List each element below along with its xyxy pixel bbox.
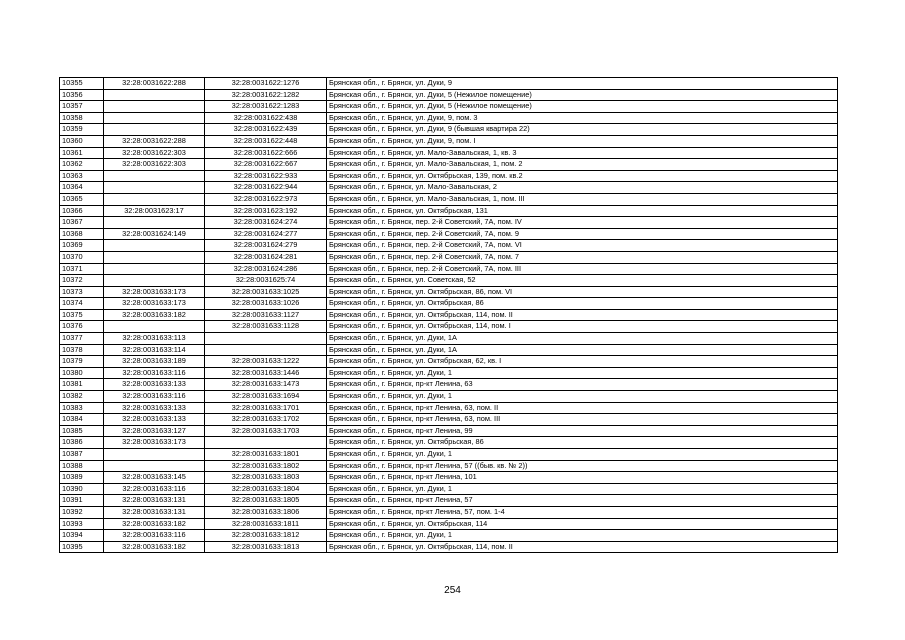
address-cell: Брянская обл., г. Брянск, ул. Дуки, 1	[327, 449, 838, 461]
table-row	[60, 518, 838, 530]
row-number-cell: 10375	[60, 309, 104, 321]
cadastral-number-cell: 32:28:0031633:1801	[205, 449, 327, 461]
row-number-cell: 10389	[60, 472, 104, 484]
table-row	[60, 124, 838, 136]
parent-cadastral-number-cell	[104, 240, 205, 252]
parent-cadastral-number-cell: 32:28:0031622:303	[104, 147, 205, 159]
row-number-cell: 10373	[60, 286, 104, 298]
address-cell: Брянская обл., г. Брянск, ул. Дуки, 1	[327, 367, 838, 379]
cadastral-number-cell: 32:28:0031633:1473	[205, 379, 327, 391]
cadastral-number-cell: 32:28:0031633:1222	[205, 356, 327, 368]
address-cell: Брянская обл., г. Брянск, пр-кт Ленина, 57 ((быв. кв. № 2))	[327, 460, 838, 472]
address-cell: Брянская обл., г. Брянск, пер. 2-й Советский, 7А, пом. 9	[327, 228, 838, 240]
parent-cadastral-number-cell	[104, 449, 205, 461]
table-row	[60, 240, 838, 252]
address-cell: Брянская обл., г. Брянск, ул. Октябрьская, 139, пом. кв.2	[327, 170, 838, 182]
table-row	[60, 286, 838, 298]
cadastral-number-cell: 32:28:0031622:973	[205, 193, 327, 205]
cadastral-number-cell: 32:28:0031633:1694	[205, 391, 327, 403]
row-number-cell: 10384	[60, 414, 104, 426]
row-number-cell: 10366	[60, 205, 104, 217]
table-row	[60, 217, 838, 229]
row-number-cell: 10357	[60, 101, 104, 113]
parent-cadastral-number-cell: 32:28:0031633:182	[104, 518, 205, 530]
cadastral-number-cell: 32:28:0031633:1127	[205, 309, 327, 321]
row-number-cell: 10379	[60, 356, 104, 368]
table-row	[60, 414, 838, 426]
cadastral-number-cell: 32:28:0031624:281	[205, 251, 327, 263]
table-row	[60, 391, 838, 403]
table-row	[60, 112, 838, 124]
parent-cadastral-number-cell	[104, 263, 205, 275]
address-cell: Брянская обл., г. Брянск, пр-кт Ленина, 99	[327, 425, 838, 437]
parent-cadastral-number-cell: 32:28:0031633:131	[104, 506, 205, 518]
register-table-body	[60, 78, 838, 553]
cadastral-number-cell: 32:28:0031622:438	[205, 112, 327, 124]
cadastral-number-cell: 32:28:0031633:1804	[205, 483, 327, 495]
cadastral-number-cell: 32:28:0031622:944	[205, 182, 327, 194]
address-cell: Брянская обл., г. Брянск, ул. Октябрьская, 86, пом. VI	[327, 286, 838, 298]
parent-cadastral-number-cell: 32:28:0031624:149	[104, 228, 205, 240]
cadastral-number-cell: 32:28:0031633:1446	[205, 367, 327, 379]
row-number-cell: 10360	[60, 135, 104, 147]
row-number-cell: 10388	[60, 460, 104, 472]
cadastral-number-cell: 32:28:0031622:1283	[205, 101, 327, 113]
parent-cadastral-number-cell: 32:28:0031633:133	[104, 402, 205, 414]
address-cell: Брянская обл., г. Брянск, ул. Октябрьская, 114, пом. II	[327, 541, 838, 553]
table-row	[60, 530, 838, 542]
table-row	[60, 333, 838, 345]
row-number-cell: 10367	[60, 217, 104, 229]
address-cell: Брянская обл., г. Брянск, ул. Дуки, 1А	[327, 333, 838, 345]
cadastral-number-cell	[205, 437, 327, 449]
table-row	[60, 321, 838, 333]
parent-cadastral-number-cell: 32:28:0031633:127	[104, 425, 205, 437]
row-number-cell: 10368	[60, 228, 104, 240]
address-cell: Брянская обл., г. Брянск, пер. 2-й Советский, 7А, пом. 7	[327, 251, 838, 263]
cadastral-number-cell: 32:28:0031633:1812	[205, 530, 327, 542]
address-cell: Брянская обл., г. Брянск, ул. Мало-Завальская, 1, пом. III	[327, 193, 838, 205]
table-row	[60, 89, 838, 101]
address-cell: Брянская обл., г. Брянск, пр-кт Ленина, 57, пом. 1-4	[327, 506, 838, 518]
parent-cadastral-number-cell: 32:28:0031633:114	[104, 344, 205, 356]
table-row	[60, 356, 838, 368]
parent-cadastral-number-cell: 32:28:0031633:173	[104, 286, 205, 298]
row-number-cell: 10382	[60, 391, 104, 403]
parent-cadastral-number-cell	[104, 321, 205, 333]
row-number-cell: 10371	[60, 263, 104, 275]
property-register-table	[59, 77, 838, 553]
table-row	[60, 101, 838, 113]
address-cell: Брянская обл., г. Брянск, пер. 2-й Советский, 7А, пом. IV	[327, 217, 838, 229]
cadastral-number-cell: 32:28:0031633:1802	[205, 460, 327, 472]
table-row	[60, 251, 838, 263]
address-cell: Брянская обл., г. Брянск, ул. Октябрьская, 114, пом. I	[327, 321, 838, 333]
row-number-cell: 10395	[60, 541, 104, 553]
address-cell: Брянская обл., г. Брянск, ул. Дуки, 9 (бывшая квартира 22)	[327, 124, 838, 136]
parent-cadastral-number-cell	[104, 251, 205, 263]
row-number-cell: 10381	[60, 379, 104, 391]
row-number-cell: 10378	[60, 344, 104, 356]
cadastral-number-cell: 32:28:0031633:1701	[205, 402, 327, 414]
row-number-cell: 10361	[60, 147, 104, 159]
parent-cadastral-number-cell	[104, 101, 205, 113]
cadastral-number-cell: 32:28:0031622:1282	[205, 89, 327, 101]
cadastral-number-cell: 32:28:0031622:666	[205, 147, 327, 159]
row-number-cell: 10365	[60, 193, 104, 205]
table-row	[60, 344, 838, 356]
address-cell: Брянская обл., г. Брянск, ул. Дуки, 1	[327, 483, 838, 495]
parent-cadastral-number-cell	[104, 460, 205, 472]
parent-cadastral-number-cell: 32:28:0031633:145	[104, 472, 205, 484]
cadastral-number-cell: 32:28:0031624:279	[205, 240, 327, 252]
cadastral-number-cell: 32:28:0031633:1811	[205, 518, 327, 530]
row-number-cell: 10374	[60, 298, 104, 310]
page-number: 254	[444, 585, 461, 596]
cadastral-number-cell	[205, 344, 327, 356]
address-cell: Брянская обл., г. Брянск, ул. Дуки, 1	[327, 530, 838, 542]
row-number-cell: 10356	[60, 89, 104, 101]
row-number-cell: 10364	[60, 182, 104, 194]
row-number-cell: 10392	[60, 506, 104, 518]
table-row	[60, 460, 838, 472]
row-number-cell: 10372	[60, 275, 104, 287]
row-number-cell: 10394	[60, 530, 104, 542]
address-cell: Брянская обл., г. Брянск, ул. Октябрьская, 62, кв. I	[327, 356, 838, 368]
parent-cadastral-number-cell: 32:28:0031633:133	[104, 379, 205, 391]
parent-cadastral-number-cell: 32:28:0031622:288	[104, 135, 205, 147]
address-cell: Брянская обл., г. Брянск, пр-кт Ленина, 57	[327, 495, 838, 507]
table-row	[60, 147, 838, 159]
cadastral-number-cell: 32:28:0031633:1806	[205, 506, 327, 518]
address-cell: Брянская обл., г. Брянск, ул. Дуки, 9, пом. I	[327, 135, 838, 147]
parent-cadastral-number-cell: 32:28:0031633:182	[104, 309, 205, 321]
address-cell: Брянская обл., г. Брянск, ул. Октябрьская, 86	[327, 437, 838, 449]
cadastral-number-cell: 32:28:0031633:1803	[205, 472, 327, 484]
cadastral-number-cell: 32:28:0031633:1025	[205, 286, 327, 298]
cadastral-number-cell: 32:28:0031633:1703	[205, 425, 327, 437]
row-number-cell: 10359	[60, 124, 104, 136]
parent-cadastral-number-cell	[104, 124, 205, 136]
parent-cadastral-number-cell: 32:28:0031623:17	[104, 205, 205, 217]
parent-cadastral-number-cell	[104, 170, 205, 182]
table-row	[60, 135, 838, 147]
table-row	[60, 193, 838, 205]
table-row	[60, 506, 838, 518]
parent-cadastral-number-cell: 32:28:0031633:113	[104, 333, 205, 345]
table-row	[60, 402, 838, 414]
address-cell: Брянская обл., г. Брянск, ул. Мало-Завальская, 1, кв. 3	[327, 147, 838, 159]
row-number-cell: 10390	[60, 483, 104, 495]
parent-cadastral-number-cell: 32:28:0031633:173	[104, 298, 205, 310]
address-cell: Брянская обл., г. Брянск, ул. Октябрьская, 131	[327, 205, 838, 217]
cadastral-number-cell: 32:28:0031624:274	[205, 217, 327, 229]
address-cell: Брянская обл., г. Брянск, пр-кт Ленина, 63	[327, 379, 838, 391]
address-cell: Брянская обл., г. Брянск, ул. Октябрьская, 86	[327, 298, 838, 310]
table-row	[60, 449, 838, 461]
row-number-cell: 10370	[60, 251, 104, 263]
parent-cadastral-number-cell	[104, 182, 205, 194]
parent-cadastral-number-cell: 32:28:0031633:189	[104, 356, 205, 368]
row-number-cell: 10363	[60, 170, 104, 182]
row-number-cell: 10391	[60, 495, 104, 507]
parent-cadastral-number-cell	[104, 275, 205, 287]
row-number-cell: 10355	[60, 78, 104, 90]
table-row	[60, 159, 838, 171]
cadastral-number-cell: 32:28:0031622:448	[205, 135, 327, 147]
cadastral-number-cell: 32:28:0031622:439	[205, 124, 327, 136]
row-number-cell: 10385	[60, 425, 104, 437]
table-row	[60, 205, 838, 217]
cadastral-number-cell: 32:28:0031622:933	[205, 170, 327, 182]
cadastral-number-cell: 32:28:0031624:277	[205, 228, 327, 240]
table-row	[60, 472, 838, 484]
parent-cadastral-number-cell: 32:28:0031633:182	[104, 541, 205, 553]
parent-cadastral-number-cell	[104, 112, 205, 124]
address-cell: Брянская обл., г. Брянск, пр-кт Ленина, 63, пом. III	[327, 414, 838, 426]
row-number-cell: 10386	[60, 437, 104, 449]
parent-cadastral-number-cell: 32:28:0031622:288	[104, 78, 205, 90]
cadastral-number-cell: 32:28:0031623:192	[205, 205, 327, 217]
parent-cadastral-number-cell	[104, 217, 205, 229]
address-cell: Брянская обл., г. Брянск, пер. 2-й Советский, 7А, пом. VI	[327, 240, 838, 252]
table-row	[60, 228, 838, 240]
row-number-cell: 10393	[60, 518, 104, 530]
cadastral-number-cell: 32:28:0031622:667	[205, 159, 327, 171]
address-cell: Брянская обл., г. Брянск, пр-кт Ленина, 101	[327, 472, 838, 484]
address-cell: Брянская обл., г. Брянск, ул. Мало-Завальская, 2	[327, 182, 838, 194]
address-cell: Брянская обл., г. Брянск, ул. Дуки, 1А	[327, 344, 838, 356]
table-row	[60, 182, 838, 194]
address-cell: Брянская обл., г. Брянск, ул. Октябрьская, 114	[327, 518, 838, 530]
table-row	[60, 437, 838, 449]
parent-cadastral-number-cell: 32:28:0031633:116	[104, 367, 205, 379]
row-number-cell: 10380	[60, 367, 104, 379]
table-row	[60, 309, 838, 321]
parent-cadastral-number-cell: 32:28:0031633:116	[104, 530, 205, 542]
address-cell: Брянская обл., г. Брянск, ул. Дуки, 5 (Нежилое помещение)	[327, 89, 838, 101]
cadastral-number-cell: 32:28:0031624:286	[205, 263, 327, 275]
parent-cadastral-number-cell: 32:28:0031633:173	[104, 437, 205, 449]
table-row	[60, 495, 838, 507]
cadastral-number-cell: 32:28:0031633:1128	[205, 321, 327, 333]
parent-cadastral-number-cell: 32:28:0031633:133	[104, 414, 205, 426]
table-row	[60, 483, 838, 495]
row-number-cell: 10369	[60, 240, 104, 252]
address-cell: Брянская обл., г. Брянск, ул. Октябрьская, 114, пом. II	[327, 309, 838, 321]
address-cell: Брянская обл., г. Брянск, ул. Дуки, 1	[327, 391, 838, 403]
address-cell: Брянская обл., г. Брянск, ул. Советская, 52	[327, 275, 838, 287]
address-cell: Брянская обл., г. Брянск, пер. 2-й Советский, 7А, пом. III	[327, 263, 838, 275]
address-cell: Брянская обл., г. Брянск, ул. Мало-Завальская, 1, пом. 2	[327, 159, 838, 171]
table-row	[60, 541, 838, 553]
table-row	[60, 275, 838, 287]
cadastral-number-cell: 32:28:0031625:74	[205, 275, 327, 287]
table-row	[60, 78, 838, 90]
cadastral-number-cell: 32:28:0031622:1276	[205, 78, 327, 90]
row-number-cell: 10383	[60, 402, 104, 414]
parent-cadastral-number-cell	[104, 193, 205, 205]
cadastral-number-cell: 32:28:0031633:1702	[205, 414, 327, 426]
table-row	[60, 170, 838, 182]
table-row	[60, 379, 838, 391]
parent-cadastral-number-cell: 32:28:0031633:116	[104, 483, 205, 495]
address-cell: Брянская обл., г. Брянск, пр-кт Ленина, 63, пом. II	[327, 402, 838, 414]
cadastral-number-cell	[205, 333, 327, 345]
parent-cadastral-number-cell: 32:28:0031633:131	[104, 495, 205, 507]
parent-cadastral-number-cell	[104, 89, 205, 101]
address-cell: Брянская обл., г. Брянск, ул. Дуки, 5 (Нежилое помещение)	[327, 101, 838, 113]
cadastral-number-cell: 32:28:0031633:1813	[205, 541, 327, 553]
table-row	[60, 425, 838, 437]
row-number-cell: 10377	[60, 333, 104, 345]
table-row	[60, 263, 838, 275]
cadastral-number-cell: 32:28:0031633:1805	[205, 495, 327, 507]
row-number-cell: 10387	[60, 449, 104, 461]
parent-cadastral-number-cell: 32:28:0031633:116	[104, 391, 205, 403]
table-row	[60, 298, 838, 310]
parent-cadastral-number-cell: 32:28:0031622:303	[104, 159, 205, 171]
cadastral-number-cell: 32:28:0031633:1026	[205, 298, 327, 310]
row-number-cell: 10376	[60, 321, 104, 333]
table-row	[60, 367, 838, 379]
address-cell: Брянская обл., г. Брянск, ул. Дуки, 9	[327, 78, 838, 90]
address-cell: Брянская обл., г. Брянск, ул. Дуки, 9, пом. 3	[327, 112, 838, 124]
row-number-cell: 10362	[60, 159, 104, 171]
row-number-cell: 10358	[60, 112, 104, 124]
